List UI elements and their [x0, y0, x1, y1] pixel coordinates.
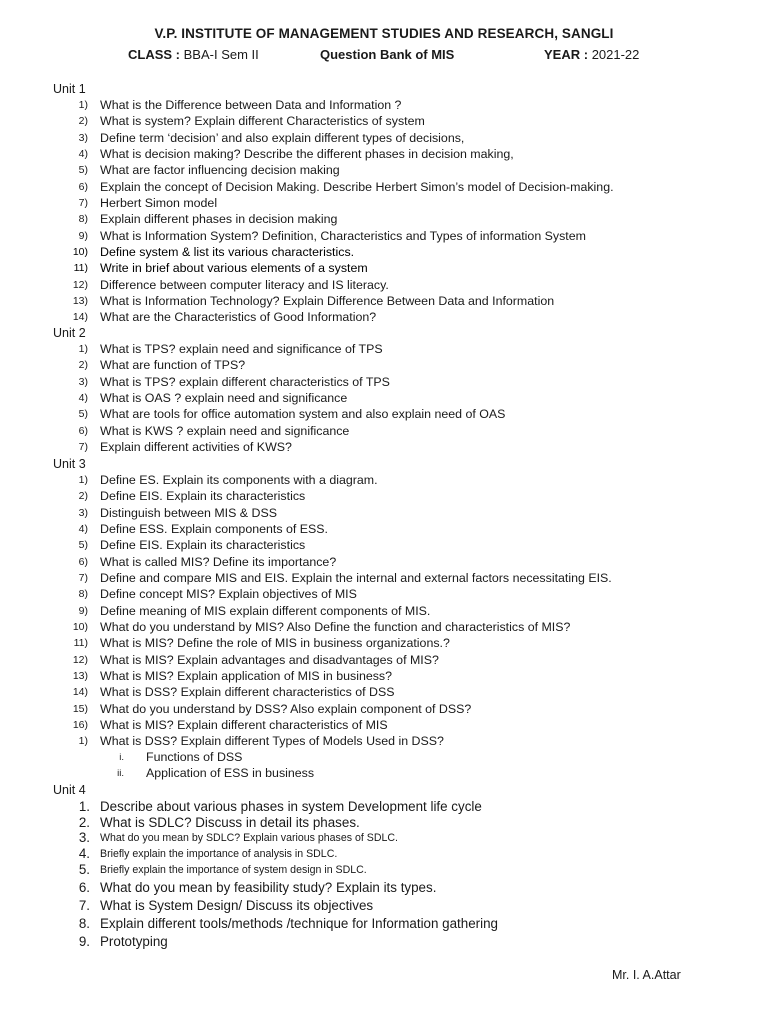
question-number: 16): [72, 718, 88, 731]
question-bank-title: Question Bank of MIS: [320, 47, 455, 62]
question-text: Define ES. Explain its components with a diagram.: [100, 473, 378, 487]
question-item: [78, 815, 360, 830]
question-item: [78, 846, 338, 861]
question-text: What are tools for office automation system and also explain need of OAS: [100, 407, 506, 422]
question-text: Prototyping: [100, 934, 168, 949]
question-number: 9.: [78, 934, 90, 949]
question-text: What is Information Technology? Explain Difference Between Data and Information: [100, 293, 555, 308]
question-item: [72, 652, 439, 667]
question-item: [78, 228, 586, 243]
question-text: Explain the concept of Decision Making. Describe Herbert Simon’s model of Decision-making.: [100, 179, 614, 194]
question-item: [78, 407, 506, 422]
question-text: Define concept MIS? Explain objectives of MIS: [100, 587, 357, 602]
question-item: [78, 163, 340, 178]
question-item: [78, 934, 168, 949]
question-text: What is KWS ? explain need and significance: [100, 423, 350, 438]
question-number: 8.: [78, 916, 90, 931]
question-text: What is Information System? Definition, Characteristics and Types of information System: [100, 228, 586, 243]
question-item: [78, 195, 218, 210]
question-item: [72, 701, 472, 716]
question-text: What is MIS? Explain advantages and disadvantages of MIS?: [100, 652, 439, 667]
question-item: [72, 277, 389, 292]
question-text: Explain different activities of KWS?: [100, 439, 292, 454]
question-number: 3): [78, 131, 88, 144]
question-number: 5): [78, 539, 88, 552]
question-text: What is system? Explain different Characteristics of system: [100, 114, 425, 129]
question-item: [72, 293, 555, 308]
author-signature: Mr. I. A.Attar: [612, 968, 681, 982]
question-text: What is SDLC? Discuss in detail its phases.: [100, 815, 360, 830]
question-item: [78, 830, 398, 845]
question-item: [72, 244, 355, 259]
question-number: 11): [73, 637, 88, 650]
question-number: 5): [78, 408, 88, 421]
question-number: 8): [78, 213, 88, 226]
question-item: [72, 717, 388, 732]
question-text: Write in brief about various elements of a system: [100, 261, 368, 276]
unit-heading: Unit 3: [53, 457, 86, 471]
question-item: [78, 98, 402, 112]
question-text: Difference between computer literacy and IS literacy.: [100, 277, 389, 292]
question-number: 14): [72, 311, 88, 324]
question-text: What is MIS? Define the role of MIS in business organizations.?: [100, 636, 450, 651]
question-number: 9): [78, 229, 88, 242]
question-item: [72, 310, 377, 325]
class-label: CLASS :: [128, 47, 180, 62]
question-item: [78, 587, 357, 602]
question-text: What is called MIS? Define its importance?: [100, 554, 337, 569]
question-number: 2.: [78, 815, 90, 830]
question-number: 7): [78, 440, 88, 453]
question-item: [78, 734, 444, 749]
question-text: What is DSS? Explain different Types of Models Used in DSS?: [100, 734, 444, 749]
question-text: What is MIS? Explain different characteristics of MIS: [100, 717, 388, 732]
question-text: What do you mean by feasibility study? Explain its types.: [100, 880, 437, 895]
question-number: 12): [72, 653, 88, 666]
question-text: What is OAS ? explain need and significance: [100, 390, 348, 405]
question-item: [78, 521, 328, 536]
unit-heading: Unit 2: [53, 326, 86, 340]
question-text: What do you mean by SDLC? Explain various phases of SDLC.: [100, 832, 398, 844]
question-number: 2): [78, 490, 88, 503]
class-value: BBA-I Sem II: [183, 47, 259, 62]
question-number: 3): [78, 375, 88, 388]
question-text: Define and compare MIS and EIS. Explain the internal and external factors necessitating EIS.: [100, 570, 612, 585]
question-item: [78, 439, 292, 454]
question-text: Explain different phases in decision making: [100, 212, 338, 227]
question-number: 11): [73, 262, 88, 275]
year-info: [544, 47, 639, 62]
question-text: What is MIS? Explain application of MIS in business?: [100, 668, 393, 683]
question-text: Define EIS. Explain its characteristics: [100, 489, 306, 504]
question-number: 13): [72, 669, 88, 682]
question-text: What are the Characteristics of Good Information?: [100, 310, 377, 325]
question-number: 10): [72, 620, 88, 633]
question-number: 7.: [78, 898, 90, 913]
question-number: 1): [78, 474, 88, 486]
question-item: [78, 505, 277, 520]
question-item: [78, 179, 614, 194]
question-item: [78, 898, 374, 913]
question-item: [78, 390, 348, 405]
question-text: Briefly explain the importance of system design in SDLC.: [100, 864, 367, 876]
question-text: What is TPS? explain different characteristics of TPS: [100, 374, 390, 389]
question-number: 3): [78, 506, 88, 519]
question-item: [78, 358, 246, 373]
question-text: What is decision making? Describe the different phases in decision making,: [100, 146, 514, 161]
question-number: 15): [72, 702, 88, 715]
question-text: What do you understand by MIS? Also Define the function and characteristics of MIS?: [100, 619, 571, 634]
question-text: What is TPS? explain need and significance of TPS: [100, 342, 383, 356]
question-text: Herbert Simon model: [100, 195, 218, 210]
question-item: [78, 799, 482, 814]
question-text: What is the Difference between Data and Information ?: [100, 98, 402, 112]
question-text: Briefly explain the importance of analysis in SDLC.: [100, 848, 338, 860]
question-item: [78, 916, 498, 931]
question-number: 4.: [78, 846, 90, 861]
sub-question-text: Application of ESS in business: [146, 766, 315, 781]
question-number: 7): [78, 196, 88, 209]
question-number: 4): [78, 147, 88, 160]
question-item: [78, 114, 425, 129]
question-number: 5.: [78, 862, 90, 877]
question-number: 6.: [78, 880, 90, 895]
question-number: 2): [78, 115, 88, 128]
question-number: 13): [72, 294, 88, 307]
question-item: [72, 685, 395, 700]
question-number: 1): [78, 99, 88, 111]
unit-heading: Unit 4: [53, 783, 86, 797]
question-text: Define system & list its various characteristics.: [100, 244, 355, 259]
question-item: [78, 489, 306, 504]
unit-heading: Unit 1: [53, 82, 86, 96]
question-item: [78, 212, 338, 227]
question-item: [72, 668, 393, 683]
question-item: [73, 261, 368, 276]
question-item: [72, 619, 571, 634]
class-year-line: [0, 47, 768, 65]
question-text: Define term ‘decision’ and also explain different types of decisions,: [100, 130, 465, 145]
year-value: 2021-22: [591, 47, 640, 62]
question-text: Define meaning of MIS explain different components of MIS.: [100, 603, 431, 618]
question-item: [78, 554, 337, 569]
question-item: [78, 570, 612, 585]
sub-question-item: [119, 750, 243, 764]
question-text: Explain different tools/methods /technique for Information gathering: [100, 916, 498, 931]
question-text: Define ESS. Explain components of ESS.: [100, 521, 328, 536]
question-text: What are function of TPS?: [100, 358, 246, 373]
question-number: 7): [78, 571, 88, 584]
question-number: 1.: [78, 799, 90, 814]
question-text: What is DSS? Explain different characteristics of DSS: [100, 685, 395, 700]
question-text: Describe about various phases in system Development life cycle: [100, 799, 482, 814]
question-item: [78, 374, 390, 389]
question-text: What are factor influencing decision making: [100, 163, 340, 178]
question-number: 6): [78, 424, 88, 437]
question-item: [78, 473, 378, 487]
question-number: 5): [78, 164, 88, 177]
question-item: [78, 880, 437, 895]
question-item: [78, 146, 514, 161]
question-number: 8): [78, 588, 88, 601]
question-item: [73, 636, 450, 651]
question-item: [78, 603, 431, 618]
question-item: [78, 862, 367, 877]
question-number: 1): [78, 735, 88, 748]
question-number: 12): [72, 278, 88, 291]
question-number: 14): [72, 686, 88, 699]
question-item: [78, 342, 383, 356]
question-text: What do you understand by DSS? Also explain component of DSS?: [100, 701, 472, 716]
sub-question-number: ii.: [117, 768, 124, 780]
question-number: 9): [78, 604, 88, 617]
question-number: 6): [78, 555, 88, 568]
question-number: 4): [78, 391, 88, 404]
institute-title: V.P. INSTITUTE OF MANAGEMENT STUDIES AND RESEARCH, SANGLI: [154, 26, 614, 41]
question-item: [78, 130, 465, 145]
class-info: [128, 47, 259, 62]
question-number: 4): [78, 522, 88, 535]
question-item: [78, 423, 350, 438]
sub-question-text: Functions of DSS: [146, 750, 243, 764]
question-number: 3.: [78, 830, 90, 845]
sub-question-number: i.: [119, 752, 124, 763]
question-text: Define EIS. Explain its characteristics: [100, 538, 306, 553]
question-number: 2): [78, 359, 88, 372]
question-item: [78, 538, 306, 553]
question-number: 1): [78, 343, 88, 355]
question-number: 10): [72, 245, 88, 258]
question-text: Distinguish between MIS & DSS: [100, 505, 277, 520]
sub-question-item: [117, 766, 315, 781]
question-number: 6): [78, 180, 88, 193]
question-text: What is System Design/ Discuss its objectives: [100, 898, 374, 913]
year-label: YEAR :: [544, 47, 589, 62]
